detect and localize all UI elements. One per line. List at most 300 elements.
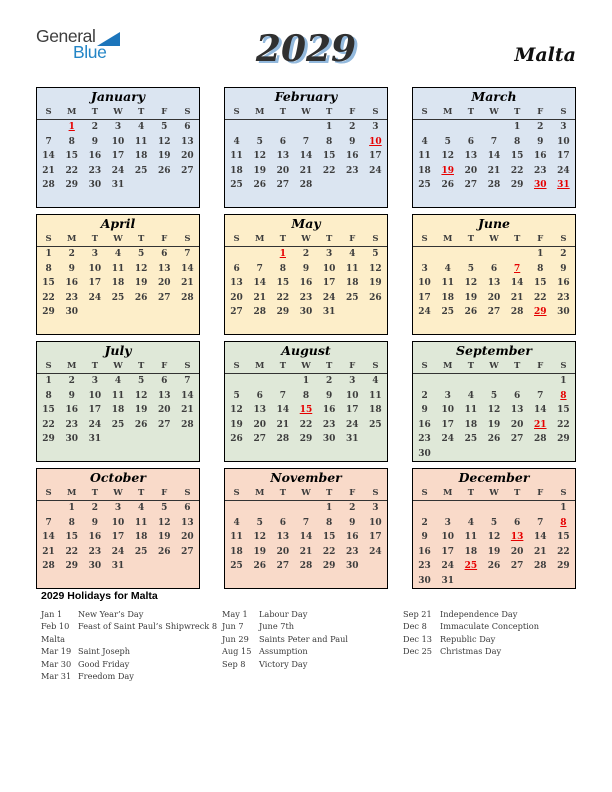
empty-cell xyxy=(341,574,364,589)
day-cell: 17 xyxy=(418,292,431,303)
day-cell: 22 xyxy=(510,165,524,176)
day-cell: 17 xyxy=(441,546,454,557)
weekday-label: T xyxy=(137,234,145,244)
weekday-label: S xyxy=(372,361,379,371)
empty-cell xyxy=(225,120,248,135)
day-cell: 30 xyxy=(299,307,313,318)
day-cell: 29 xyxy=(65,561,78,572)
day-cell: 10 xyxy=(88,390,102,401)
day-cell: 20 xyxy=(276,165,290,176)
empty-cell xyxy=(552,193,575,208)
day-cell: 11 xyxy=(369,390,382,401)
day-cell: 5 xyxy=(490,517,498,528)
day-cell: 18 xyxy=(464,419,478,430)
day-cell: 21 xyxy=(534,546,547,557)
empty-cell xyxy=(459,447,482,462)
empty-cell xyxy=(37,320,60,335)
day-cell: 11 xyxy=(230,532,243,543)
day-cell: 30 xyxy=(418,448,431,459)
empty-cell xyxy=(176,320,199,335)
days-grid xyxy=(37,247,199,334)
day-cell: 4 xyxy=(467,390,474,401)
empty-cell xyxy=(506,447,529,462)
day-cell: 7 xyxy=(184,249,191,260)
empty-cell xyxy=(529,501,552,516)
day-cell: 17 xyxy=(111,151,125,162)
holiday-day-cell: 1 xyxy=(68,122,75,133)
day-cell: 3 xyxy=(114,503,122,514)
month-january xyxy=(36,87,200,208)
empty-cell xyxy=(318,178,341,193)
day-cell: 13 xyxy=(253,405,266,416)
weekday-header-row xyxy=(225,106,387,120)
holiday-day-cell: 21 xyxy=(534,419,547,430)
day-cell: 18 xyxy=(230,165,243,176)
day-cell: 4 xyxy=(467,517,474,528)
day-cell: 6 xyxy=(233,263,240,274)
day-cell: 13 xyxy=(158,263,171,274)
empty-cell xyxy=(225,501,248,516)
month-title: June xyxy=(477,216,511,231)
day-cell: 8 xyxy=(68,136,75,147)
day-cell: 26 xyxy=(134,419,148,430)
day-cell: 14 xyxy=(534,405,547,416)
month-august xyxy=(224,341,388,462)
month-july xyxy=(36,341,200,462)
day-cell: 11 xyxy=(111,390,125,401)
day-cell: 31 xyxy=(322,307,336,318)
day-cell: 25 xyxy=(230,561,243,572)
weekday-label: F xyxy=(349,234,356,244)
month-title: August xyxy=(281,343,331,358)
day-cell: 18 xyxy=(111,405,125,416)
empty-cell xyxy=(83,305,106,320)
day-cell: 20 xyxy=(464,165,478,176)
day-cell: 14 xyxy=(253,278,266,289)
holiday-entry xyxy=(41,608,222,620)
day-cell: 6 xyxy=(161,249,168,260)
holiday-date: Dec 25 xyxy=(403,646,433,657)
empty-cell xyxy=(37,501,60,516)
holiday-entry xyxy=(41,670,222,682)
weekday-label: T xyxy=(137,107,145,117)
empty-cell xyxy=(37,574,60,589)
weekday-header-row xyxy=(37,233,199,247)
empty-cell xyxy=(153,447,176,462)
day-cell: 9 xyxy=(326,390,333,401)
day-cell: 16 xyxy=(65,405,78,416)
day-cell: 22 xyxy=(42,419,55,430)
empty-cell xyxy=(248,320,271,335)
day-cell: 31 xyxy=(111,561,125,572)
day-cell: 18 xyxy=(369,405,382,416)
holiday-date: Jun 7 xyxy=(222,621,244,632)
empty-cell xyxy=(459,320,482,335)
day-cell: 23 xyxy=(65,292,78,303)
day-cell: 27 xyxy=(487,307,501,318)
day-cell: 9 xyxy=(560,263,567,274)
day-cell: 21 xyxy=(276,419,290,430)
weekday-label: S xyxy=(372,488,379,498)
holiday-day-cell: 13 xyxy=(510,532,524,543)
day-cell: 7 xyxy=(537,390,544,401)
day-cell: 25 xyxy=(134,165,148,176)
day-cell: 5 xyxy=(256,136,263,147)
day-cell: 26 xyxy=(158,546,171,557)
day-cell: 17 xyxy=(557,151,570,162)
holiday-date: Dec 13 xyxy=(403,633,433,644)
holiday-date: Sep 21 xyxy=(403,609,432,619)
weekday-label: M xyxy=(255,107,265,117)
day-cell: 15 xyxy=(322,151,336,162)
day-cell: 10 xyxy=(88,263,102,274)
empty-cell xyxy=(176,305,199,320)
weekday-label: S xyxy=(45,488,52,498)
holiday-name: Christmas Day xyxy=(440,646,502,657)
day-cell: 22 xyxy=(299,419,313,430)
day-cell: 27 xyxy=(230,307,243,318)
weekday-label: T xyxy=(467,488,475,498)
day-cell: 19 xyxy=(158,151,171,162)
day-cell: 4 xyxy=(372,376,379,387)
days-grid xyxy=(225,374,387,461)
day-cell: 21 xyxy=(42,165,55,176)
day-cell: 6 xyxy=(161,376,168,387)
days-grid xyxy=(413,374,575,461)
holiday-day-cell: 7 xyxy=(514,263,521,274)
holiday-date: May 1 xyxy=(222,609,248,619)
day-cell: 27 xyxy=(158,292,171,303)
day-cell: 17 xyxy=(111,532,125,543)
day-cell: 24 xyxy=(557,165,570,176)
holiday-entry xyxy=(222,645,403,657)
holiday-date: Aug 15 xyxy=(222,646,252,657)
empty-cell xyxy=(552,320,575,335)
empty-cell xyxy=(506,574,529,589)
day-cell: 23 xyxy=(322,419,336,430)
month-title: February xyxy=(274,89,338,104)
day-cell: 15 xyxy=(65,151,78,162)
day-cell: 8 xyxy=(326,517,333,528)
weekday-label: W xyxy=(113,107,123,117)
empty-cell xyxy=(176,574,199,589)
day-cell: 26 xyxy=(230,434,243,445)
empty-cell xyxy=(176,559,199,574)
empty-cell xyxy=(482,501,505,516)
day-cell: 5 xyxy=(372,249,379,260)
empty-cell xyxy=(106,193,129,208)
day-cell: 9 xyxy=(537,136,544,147)
empty-cell xyxy=(37,193,60,208)
day-cell: 10 xyxy=(346,390,359,401)
weekday-label: T xyxy=(513,361,521,371)
holiday-day-cell: 30 xyxy=(534,180,547,191)
day-cell: 24 xyxy=(111,165,125,176)
weekday-label: F xyxy=(537,361,544,371)
day-cell: 31 xyxy=(441,575,454,586)
day-cell: 24 xyxy=(369,546,382,557)
day-cell: 7 xyxy=(302,136,310,147)
days-grid xyxy=(413,120,575,207)
day-cell: 27 xyxy=(253,434,266,445)
empty-cell xyxy=(83,193,106,208)
empty-cell xyxy=(176,432,199,447)
empty-cell xyxy=(83,574,106,589)
day-cell: 11 xyxy=(230,151,243,162)
empty-cell xyxy=(153,305,176,320)
holiday-name: Immaculate Conception xyxy=(440,621,539,632)
day-cell: 3 xyxy=(372,503,379,514)
day-cell: 3 xyxy=(349,376,356,387)
holiday-entry xyxy=(41,645,222,657)
day-cell: 4 xyxy=(233,136,240,147)
day-cell: 21 xyxy=(253,292,266,303)
holidays-title: 2029 Holidays for Malta xyxy=(41,590,158,602)
holiday-entry xyxy=(222,658,403,670)
holidays-section xyxy=(41,590,586,682)
day-cell: 4 xyxy=(233,517,240,528)
day-cell: 1 xyxy=(560,376,567,387)
empty-cell xyxy=(482,574,505,589)
day-cell: 20 xyxy=(158,278,171,289)
day-cell: 25 xyxy=(418,180,431,191)
weekday-header-row xyxy=(37,487,199,501)
empty-cell xyxy=(271,374,294,389)
weekday-label: T xyxy=(91,234,99,244)
day-cell: 8 xyxy=(68,517,75,528)
month-september xyxy=(412,341,576,462)
empty-cell xyxy=(294,501,317,516)
empty-cell xyxy=(506,320,529,335)
day-cell: 21 xyxy=(181,405,194,416)
weekday-label: W xyxy=(113,488,123,498)
country-title: Malta xyxy=(514,44,576,66)
day-cell: 13 xyxy=(230,278,243,289)
day-cell: 21 xyxy=(487,165,501,176)
weekday-label: W xyxy=(301,234,311,244)
day-cell: 17 xyxy=(346,405,359,416)
day-cell: 11 xyxy=(134,136,148,147)
empty-cell xyxy=(341,193,364,208)
empty-cell xyxy=(294,447,317,462)
day-cell: 15 xyxy=(510,151,524,162)
month-february xyxy=(224,87,388,208)
month-march xyxy=(412,87,576,208)
empty-cell xyxy=(341,447,364,462)
weekday-label: W xyxy=(489,488,499,498)
holiday-name: Freedom Day xyxy=(78,671,134,682)
day-cell: 1 xyxy=(45,376,52,387)
day-cell: 12 xyxy=(158,517,171,528)
weekday-label: S xyxy=(233,107,240,117)
day-cell: 5 xyxy=(490,390,498,401)
day-cell: 2 xyxy=(349,122,356,133)
day-cell: 19 xyxy=(369,278,382,289)
day-cell: 16 xyxy=(418,546,431,557)
weekday-label: T xyxy=(467,361,475,371)
day-cell: 2 xyxy=(68,376,75,387)
day-cell: 3 xyxy=(444,517,451,528)
day-cell: 14 xyxy=(42,532,55,543)
day-cell: 6 xyxy=(184,503,191,514)
day-cell: 16 xyxy=(299,278,313,289)
empty-cell xyxy=(506,501,529,516)
weekday-label: T xyxy=(467,234,475,244)
day-cell: 23 xyxy=(88,165,102,176)
day-cell: 29 xyxy=(42,307,55,318)
day-cell: 5 xyxy=(161,122,168,133)
holiday-name: Saints Peter and Paul xyxy=(259,633,349,644)
weekday-label: W xyxy=(113,361,123,371)
day-cell: 24 xyxy=(111,546,125,557)
weekday-label: T xyxy=(91,488,99,498)
day-cell: 10 xyxy=(369,517,382,528)
day-cell: 10 xyxy=(111,136,125,147)
day-cell: 2 xyxy=(421,390,428,401)
empty-cell xyxy=(106,320,129,335)
weekday-label: T xyxy=(91,361,99,371)
empty-cell xyxy=(153,432,176,447)
day-cell: 4 xyxy=(138,503,145,514)
day-cell: 24 xyxy=(88,292,102,303)
day-cell: 28 xyxy=(299,180,313,191)
holiday-entry xyxy=(222,620,403,632)
empty-cell xyxy=(248,374,271,389)
holiday-day-cell: 31 xyxy=(557,180,570,191)
day-cell: 21 xyxy=(42,546,55,557)
empty-cell xyxy=(60,193,83,208)
day-cell: 5 xyxy=(467,263,474,274)
day-cell: 12 xyxy=(253,151,266,162)
day-cell: 30 xyxy=(418,575,431,586)
holiday-entry xyxy=(403,645,584,657)
day-cell: 3 xyxy=(372,122,379,133)
weekday-label: S xyxy=(45,361,52,371)
day-cell: 28 xyxy=(299,561,313,572)
empty-cell xyxy=(130,559,153,574)
month-title: May xyxy=(291,216,321,231)
day-cell: 26 xyxy=(441,180,454,191)
weekday-label: M xyxy=(255,361,265,371)
month-december xyxy=(412,468,576,589)
day-cell: 24 xyxy=(346,419,359,430)
day-cell: 24 xyxy=(418,307,431,318)
weekday-label: F xyxy=(537,234,544,244)
month-title: September xyxy=(456,343,532,358)
empty-cell xyxy=(248,247,271,262)
day-cell: 5 xyxy=(138,249,145,260)
day-cell: 5 xyxy=(138,376,145,387)
day-cell: 14 xyxy=(181,390,194,401)
weekday-label: S xyxy=(233,488,240,498)
day-cell: 5 xyxy=(256,517,263,528)
day-cell: 27 xyxy=(181,546,194,557)
day-cell: 23 xyxy=(557,292,570,303)
weekday-label: F xyxy=(537,488,544,498)
day-cell: 22 xyxy=(557,419,570,430)
day-cell: 30 xyxy=(557,307,570,318)
day-cell: 18 xyxy=(134,532,148,543)
empty-cell xyxy=(529,574,552,589)
day-cell: 30 xyxy=(65,434,78,445)
holiday-name: Independence Day xyxy=(440,609,518,619)
weekday-header-row xyxy=(413,106,575,120)
holiday-date: Mar 30 xyxy=(41,658,72,669)
empty-cell xyxy=(364,178,387,193)
day-cell: 7 xyxy=(302,517,310,528)
logo-text-general: General xyxy=(36,26,96,46)
month-may xyxy=(224,214,388,335)
day-cell: 21 xyxy=(299,165,313,176)
day-cell: 8 xyxy=(45,390,52,401)
empty-cell xyxy=(153,559,176,574)
empty-cell xyxy=(225,574,248,589)
day-cell: 15 xyxy=(42,405,55,416)
day-cell: 6 xyxy=(514,517,521,528)
day-cell: 18 xyxy=(464,546,478,557)
empty-cell xyxy=(318,320,341,335)
day-cell: 28 xyxy=(42,561,55,572)
empty-cell xyxy=(130,432,153,447)
day-cell: 15 xyxy=(534,278,547,289)
weekday-header-row xyxy=(413,487,575,501)
day-cell: 17 xyxy=(369,532,382,543)
holiday-date: Sep 8 xyxy=(222,658,246,669)
weekday-label: S xyxy=(233,361,240,371)
day-cell: 25 xyxy=(441,307,454,318)
holiday-entry xyxy=(403,608,584,620)
days-grid xyxy=(413,501,575,588)
day-cell: 22 xyxy=(557,546,570,557)
month-november xyxy=(224,468,388,589)
empty-cell xyxy=(106,574,129,589)
day-cell: 14 xyxy=(181,263,194,274)
weekday-label: S xyxy=(421,234,428,244)
day-cell: 8 xyxy=(302,390,310,401)
day-cell: 19 xyxy=(134,278,148,289)
day-cell: 22 xyxy=(322,165,336,176)
holiday-name: New Year’s Day xyxy=(78,609,144,619)
day-cell: 1 xyxy=(302,376,310,387)
empty-cell xyxy=(529,193,552,208)
days-grid xyxy=(413,247,575,334)
days-grid xyxy=(37,120,199,207)
weekday-header-row xyxy=(225,487,387,501)
day-cell: 1 xyxy=(514,122,521,133)
empty-cell xyxy=(436,320,459,335)
day-cell: 30 xyxy=(88,561,102,572)
weekday-label: W xyxy=(301,488,311,498)
empty-cell xyxy=(248,120,271,135)
empty-cell xyxy=(271,447,294,462)
day-cell: 1 xyxy=(326,503,333,514)
empty-cell xyxy=(60,447,83,462)
day-cell: 11 xyxy=(346,263,359,274)
day-cell: 3 xyxy=(91,249,98,260)
day-cell: 16 xyxy=(557,278,570,289)
empty-cell xyxy=(318,447,341,462)
weekday-header-row xyxy=(413,360,575,374)
empty-cell xyxy=(459,374,482,389)
empty-cell xyxy=(413,120,436,135)
day-cell: 10 xyxy=(441,405,454,416)
day-cell: 12 xyxy=(487,405,501,416)
day-cell: 29 xyxy=(276,307,290,318)
day-cell: 25 xyxy=(230,180,243,191)
month-october xyxy=(36,468,200,589)
weekday-header-row xyxy=(413,233,575,247)
empty-cell xyxy=(413,501,436,516)
